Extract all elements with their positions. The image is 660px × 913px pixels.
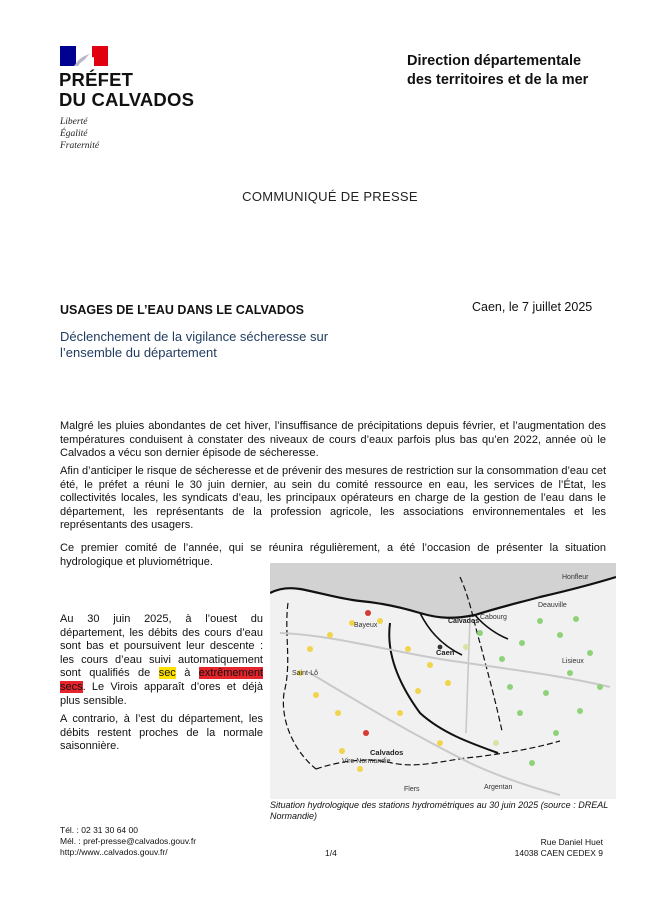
footer-address-street: Rue Daniel Huet [540, 837, 603, 847]
motto-egalite: Égalité [60, 129, 88, 139]
west-text-2: à [175, 667, 199, 680]
republic-motto [60, 116, 99, 152]
marianne-logo [60, 46, 108, 66]
map-label-saint-lo: Saint-Lô [292, 670, 319, 677]
map-label-calvados-north: Calvados [448, 618, 480, 625]
map-label-lisieux: Lisieux [562, 658, 584, 665]
map-label-caen: Caen [436, 648, 455, 657]
direction-line-1: Direction départementale [407, 53, 582, 69]
map-label-calvados-center: Calvados [370, 748, 404, 757]
prefecture-line-1: PRÉFET [59, 69, 134, 90]
footer-phone: Tél. : 02 31 30 64 00 [60, 825, 138, 835]
footer-address-city: 14038 CAEN CEDEX 9 [514, 848, 603, 858]
footer-contact [60, 825, 196, 858]
motto-fraternite: Fraternité [60, 141, 100, 151]
hydrology-map [270, 563, 616, 799]
paragraph-1: Malgré les pluies abondantes de cet hiver, l’insuffisance de précipitations depuis février, et l’augmentation des températures conduisent à constater des niveaux de cours d’eaux parfois plus bas qu’en 2022, année où le Calvados a vécu son dernier épisode de sécheresse. [60, 420, 606, 460]
east-situation-paragraph: A contrario, à l’est du département, les débits restent proches de la normale saisonnière. [60, 713, 263, 753]
press-release-subtitle: Déclenchement de la vigilance sécheresse sur l’ensemble du département [60, 329, 329, 360]
map-label-flers: Flers [404, 786, 420, 793]
page-number: 1/4 [325, 848, 337, 858]
footer-website-link[interactable]: http://www..calvados.gouv.fr/ [60, 847, 168, 857]
map-label-cabourg: Cabourg [480, 614, 507, 621]
map-label-deauville: Deauville [538, 602, 567, 609]
map-label-bayeux: Bayeux [354, 622, 378, 629]
highlight-extremely-dry: extrêmement secs [60, 667, 263, 693]
direction-name [407, 52, 588, 90]
map-label-honfleur: Honfleur [562, 574, 589, 581]
release-date: Caen, le 7 juillet 2025 [472, 300, 593, 314]
map-label-argentan: Argentan [484, 784, 513, 791]
map-caption: Situation hydrologique des stations hydrométriques au 30 juin 2025 (source : DREAL Normandie) [270, 800, 609, 821]
prefecture-name [59, 70, 194, 110]
map-label-vire-normandie: Vire Normandie [342, 758, 391, 765]
motto-liberte: Liberté [60, 117, 88, 127]
direction-line-2: des territoires et de la mer [407, 72, 589, 88]
prefecture-line-2: DU CALVADOS [59, 89, 195, 110]
document-type: COMMUNIQUÉ DE PRESSE [242, 189, 418, 204]
press-release-title: USAGES DE L’EAU DANS LE CALVADOS [60, 303, 305, 317]
west-text-1: Au 30 juin 2025, à l’ouest du département, les débits des cours d’eau sont bas et poursuivent leur descente : les cours d’eau suivi automatiquement sont qualifiés de [60, 613, 263, 680]
paragraph-3: Ce premier comité de l’année, qui se réunira régulièrement, a été l’occasion de présenter la situation hydrologique et pluviométrique. [60, 542, 606, 568]
west-situation-paragraph [60, 613, 263, 708]
footer-email[interactable]: Mél. : pref-presse@calvados.gouv.fr [60, 836, 197, 846]
west-text-3: . Le Virois apparaît d’ores et déjà plus sensible. [60, 680, 263, 707]
highlight-sec: sec [158, 667, 176, 680]
footer-address [470, 837, 603, 859]
paragraph-2: Afin d’anticiper le risque de sécheresse et de prévenir des mesures de restriction sur la consommation d’eau cet été, le préfet a réuni le 30 juin dernier, au sein du comité ressource en eau, les services de l’État, les collectivités locales, les syndicats d’eau, les principaux opérateurs en charge de la gestion de l’eau dans le département, les représentants de la profession agricole, les associations environnementales et les représentants des usagers. [60, 465, 606, 532]
